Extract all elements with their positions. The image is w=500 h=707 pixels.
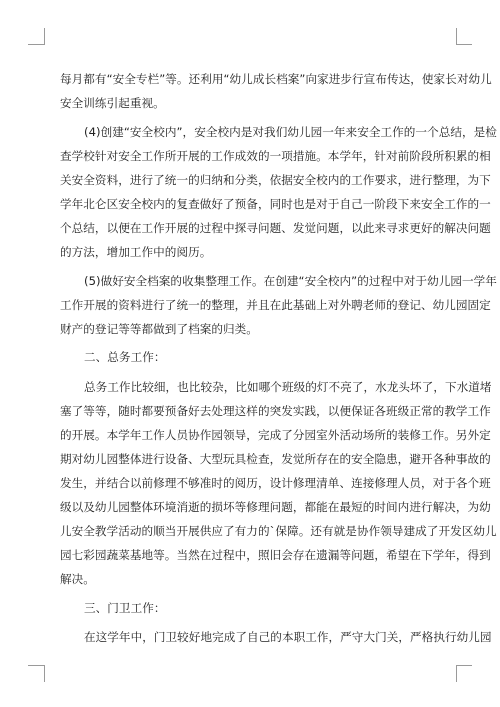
text-line: (5)做好安全档案的收集整理工作。在创建“安全校内”的过程中对于幼儿园一学年 [84, 274, 497, 288]
text-line: 工作开展的资料进行了统一的整理，并且在此基础上对外聘老师的登记、幼儿园固定 [60, 298, 491, 312]
text-line: 级以及幼儿园整体环境消逝的损坏等修理问题，都能在最短的时间内进行解决，为幼 [60, 500, 491, 514]
crop-mark-bottom-left-v [44, 665, 45, 682]
crop-mark-bottom-right-h [456, 665, 472, 666]
text-line: 总务工作比较细，也比较杂，比如哪个班级的灯不亮了，水龙头坏了，下水道堵 [84, 380, 492, 394]
text-line: 解决。 [60, 572, 95, 586]
text-line: 的开展。本学年工作人员协作园领导，完成了分园室外活动场所的装修工作。另外定 [60, 428, 491, 442]
text-line: 财产的登记等等都做到了档案的归类。 [60, 322, 258, 336]
text-line: 关安全资料，进行了统一的归纳和分类，依据安全校内的工作要求，进行整理，为下 [60, 173, 491, 187]
section-heading: 二、总务工作： [84, 350, 166, 364]
text-line: 的方法，增加工作中的阅历。 [60, 245, 212, 259]
text-line: 塞了等等，随时都要预备好去处理这样的突发实践，以便保证各班级正常的教学工作 [60, 404, 491, 418]
text-line: 发生，并结合以前修理不够准时的阅历，设计修理清单、连接修理人员，对于各个班 [60, 476, 491, 490]
crop-mark-top-left-v [44, 28, 45, 45]
text-line: 安全训练引起重视。 [60, 96, 165, 110]
text-line: 每月都有“安全专栏”等。还利用“幼儿成长档案”向家进步行宣布传达，使家长对幼儿 [60, 72, 492, 86]
text-line: 儿安全教学活动的顺当开展供应了有力的`保障。还有就是协作领导建成了开发区幼儿 [60, 524, 497, 538]
text-line: 学年北仑区安全校内的复查做好了预备，同时也是对于自己一阶段下来安全工作的一 [60, 197, 491, 211]
text-line: (4)创建“安全校内”，安全校内是对我们幼儿园一年来安全工作的一个总结，是检 [84, 125, 497, 139]
crop-mark-top-right-h [456, 44, 472, 45]
crop-mark-bottom-right-v [456, 665, 457, 682]
text-line: 查学校针对安全工作所开展的工作成效的一项措施。本学年，针对前阶段所积累的相 [60, 149, 491, 163]
crop-mark-top-left-h [28, 44, 44, 45]
text-line: 个总结，以便在工作开展的过程中探寻问题、发觉问题，以此来寻求更好的解决问题 [60, 221, 491, 235]
section-heading: 三、门卫工作： [84, 601, 166, 615]
crop-mark-bottom-left-h [28, 665, 44, 666]
crop-mark-top-right-v [456, 28, 457, 45]
text-line: 在这学年中，门卫较好地完成了自己的本职工作，严守大门关，严格执行幼儿园 [84, 630, 492, 644]
text-line: 期对幼儿园整体进行设备、大型玩具检查，发觉所存在的安全隐患，避开各种事故的 [60, 452, 491, 466]
text-line: 园七彩园蔬菜基地等。当然在过程中，照旧会存在遗漏等问题，希望在下学年，得到 [60, 548, 491, 562]
